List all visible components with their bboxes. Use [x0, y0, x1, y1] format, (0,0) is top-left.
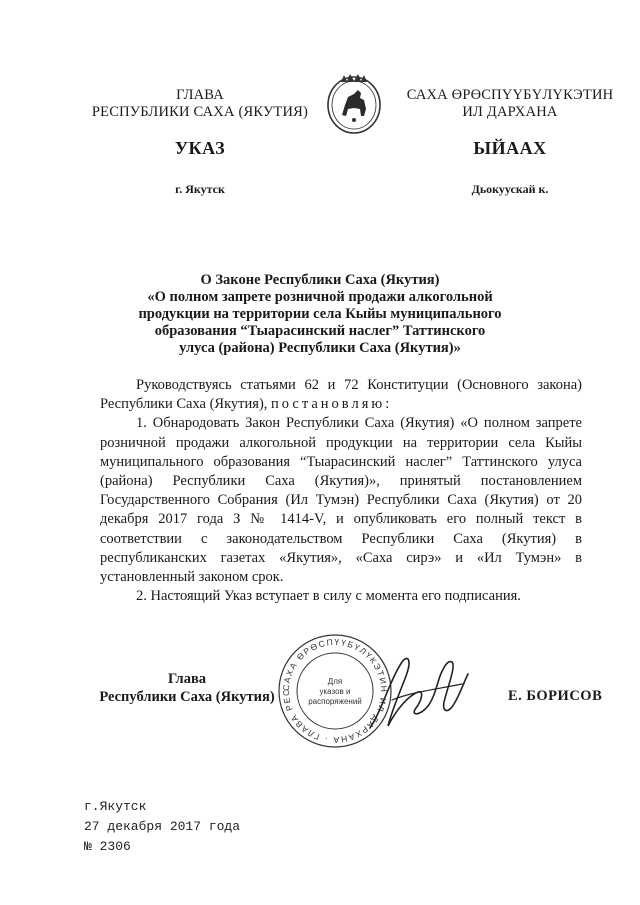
- stamp-ring-text: САХА ӨРӨСПҮҮБҮЛҮКЭТИН ИЛ ДАРХАНА · ГЛАВА РЕС: [280, 636, 390, 746]
- doc-type-ru: УКАЗ: [174, 138, 226, 158]
- title-line1: О Законе Республики Саха (Якутия): [200, 272, 440, 288]
- title-line3: продукции на территории села Кыйы муниципального: [138, 306, 502, 322]
- city-ru: г. Якутск: [175, 182, 225, 196]
- header-left-block: [80, 87, 320, 121]
- document-title: [100, 272, 540, 357]
- signatory-position: [92, 670, 282, 706]
- header-right-line2: ИЛ ДАРХАНА: [462, 104, 558, 120]
- handwritten-signature: [362, 640, 480, 740]
- preamble-text: Руководствуясь статьями 62 и 72 Конституции (Основного закона) Республики Саха (Якутия),: [100, 377, 582, 413]
- footer-city: г.Якутск: [84, 799, 147, 814]
- signatory-name: Е. БОРИСОВ: [508, 688, 603, 704]
- header-left-line2: РЕСПУБЛИКИ САХА (ЯКУТИЯ): [91, 104, 309, 120]
- header-right-line1: САХА ӨРӨСПҮҮБҮЛҮКЭТИН: [406, 87, 614, 103]
- item-1-paragraph: 1. Обнародовать Закон Республики Саха (Якутия) «О полном запрете розничной продажи алкогольной продукции на территории села Кыйы муниципального образования “Тыарасинский наслег” Таттинского улуса (района) Республики Саха (Якутия)», принятый постановлением Государственного Собрания (Ил Тумэн) Республики Саха (Якутия) от 20 декабря 2017 года З № 1414-V, и опубликовать его полный текст в соответствии с законодательством Республики Саха (Якутия) в республиканских газетах «Якутия», «Саха сирэ» и «Ил Тумэн» в установленный законом срок.: [100, 415, 582, 586]
- preamble-paragraph: [100, 376, 582, 414]
- footer-number: № 2306: [84, 839, 131, 854]
- footer-date: 27 декабря 2017 года: [84, 819, 241, 834]
- city-sah: Дьокуускай к.: [471, 182, 549, 196]
- signatory-position-line1: Глава: [167, 671, 207, 687]
- title-line5: улуса (района) Республики Саха (Якутия)»: [179, 340, 461, 356]
- header-left-line1: ГЛАВА: [176, 87, 224, 103]
- title-line4: образования “Тыарасинский наслег” Таттинского: [154, 323, 486, 339]
- item-2-paragraph: 2. Настоящий Указ вступает в силу с момента его подписания.: [136, 588, 521, 605]
- stamp-center-line3: распоряжений: [308, 697, 362, 706]
- doc-type-sah: ЫЙААХ: [473, 138, 547, 158]
- stamp-center-line2: указов и: [319, 687, 351, 696]
- coat-of-arms-emblem: [324, 73, 384, 135]
- document-body: [100, 376, 582, 606]
- stamp-center-line1: Для: [327, 677, 343, 686]
- decree-word: постановляю:: [271, 396, 393, 413]
- footer-registration: [84, 797, 240, 857]
- signatory-position-line2: Республики Саха (Якутия): [99, 689, 275, 705]
- header-right-block: [390, 87, 630, 121]
- title-line2: «О полном запрете розничной продажи алкогольной: [147, 289, 493, 305]
